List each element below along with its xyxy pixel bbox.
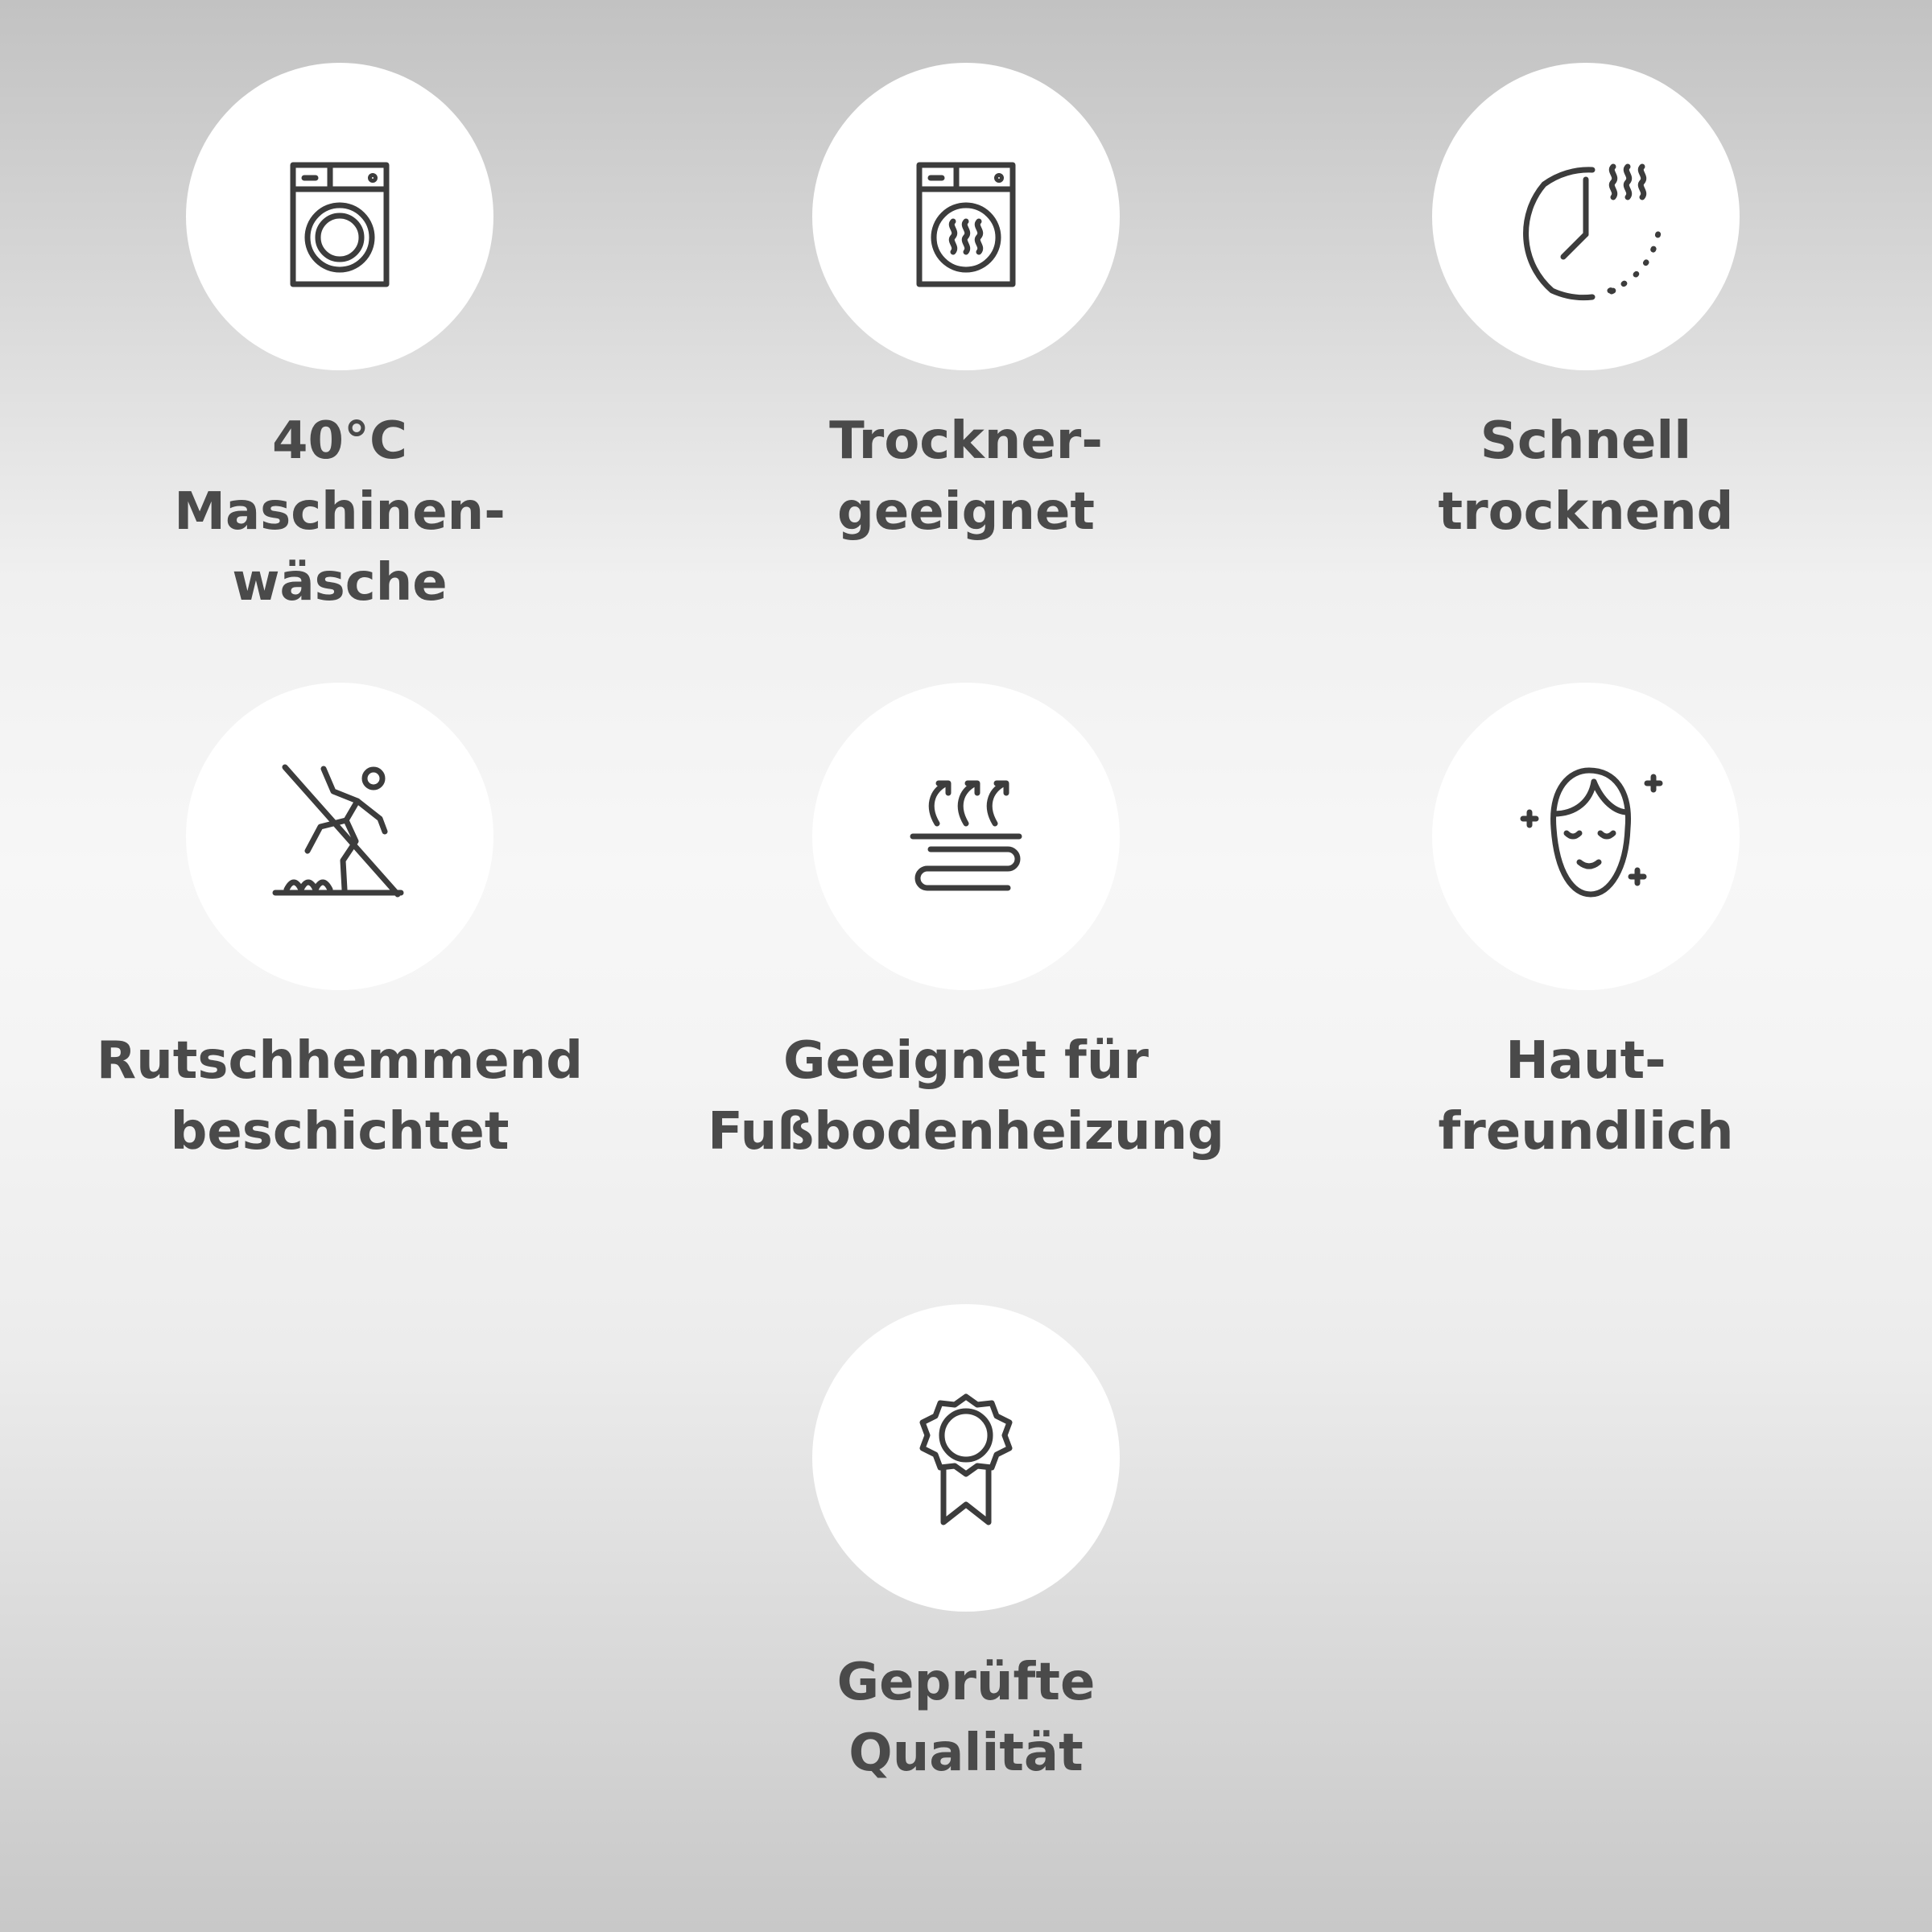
skin-friendly-face-icon — [1473, 724, 1699, 949]
anti-slip-icon — [227, 724, 452, 949]
feature-tested-quality — [660, 1304, 1272, 1789]
label-line: trocknend — [1438, 482, 1734, 542]
feature-machine-wash — [34, 63, 646, 618]
label-line: Qualität — [848, 1724, 1084, 1783]
icon-circle — [186, 63, 493, 370]
washing-machine-icon — [227, 104, 452, 329]
label-line: Haut- — [1505, 1031, 1666, 1091]
icon-circle — [812, 683, 1120, 990]
label-line: beschichtet — [170, 1102, 510, 1162]
label-line: geeignet — [837, 482, 1095, 542]
icon-circle — [812, 63, 1120, 370]
label-line: Rutschhemmend — [96, 1031, 584, 1091]
label-line: Fußbodenheizung — [708, 1102, 1224, 1162]
label-line: wäsche — [232, 553, 448, 613]
feature-label — [1439, 406, 1734, 547]
feature-quick-dry — [1280, 63, 1892, 547]
feature-label — [97, 1026, 583, 1167]
icon-circle — [1432, 63, 1740, 370]
floor-heating-icon — [853, 724, 1079, 949]
feature-label — [829, 406, 1103, 547]
feature-label — [174, 406, 506, 618]
label-line: freundlich — [1438, 1102, 1734, 1162]
feature-anti-slip — [34, 683, 646, 1167]
label-line: Trockner- — [829, 411, 1103, 471]
label-line: Maschinen- — [174, 482, 506, 542]
icon-circle — [1432, 683, 1740, 990]
dryer-icon — [853, 104, 1079, 329]
feature-label — [837, 1647, 1096, 1789]
feature-dryer-suitable — [660, 63, 1272, 547]
label-line: Schnell — [1480, 411, 1692, 471]
icon-circle — [812, 1304, 1120, 1612]
feature-skin-friendly — [1280, 683, 1892, 1167]
feature-label — [708, 1026, 1224, 1167]
feature-floor-heating — [660, 683, 1272, 1167]
quality-badge-icon — [853, 1345, 1079, 1571]
quick-dry-clock-icon — [1473, 104, 1699, 329]
icon-circle — [186, 683, 493, 990]
label-line: Geeignet für — [783, 1031, 1149, 1091]
feature-label — [1438, 1026, 1733, 1167]
label-line: 40°C — [271, 411, 408, 471]
label-line: Geprüfte — [836, 1653, 1096, 1712]
